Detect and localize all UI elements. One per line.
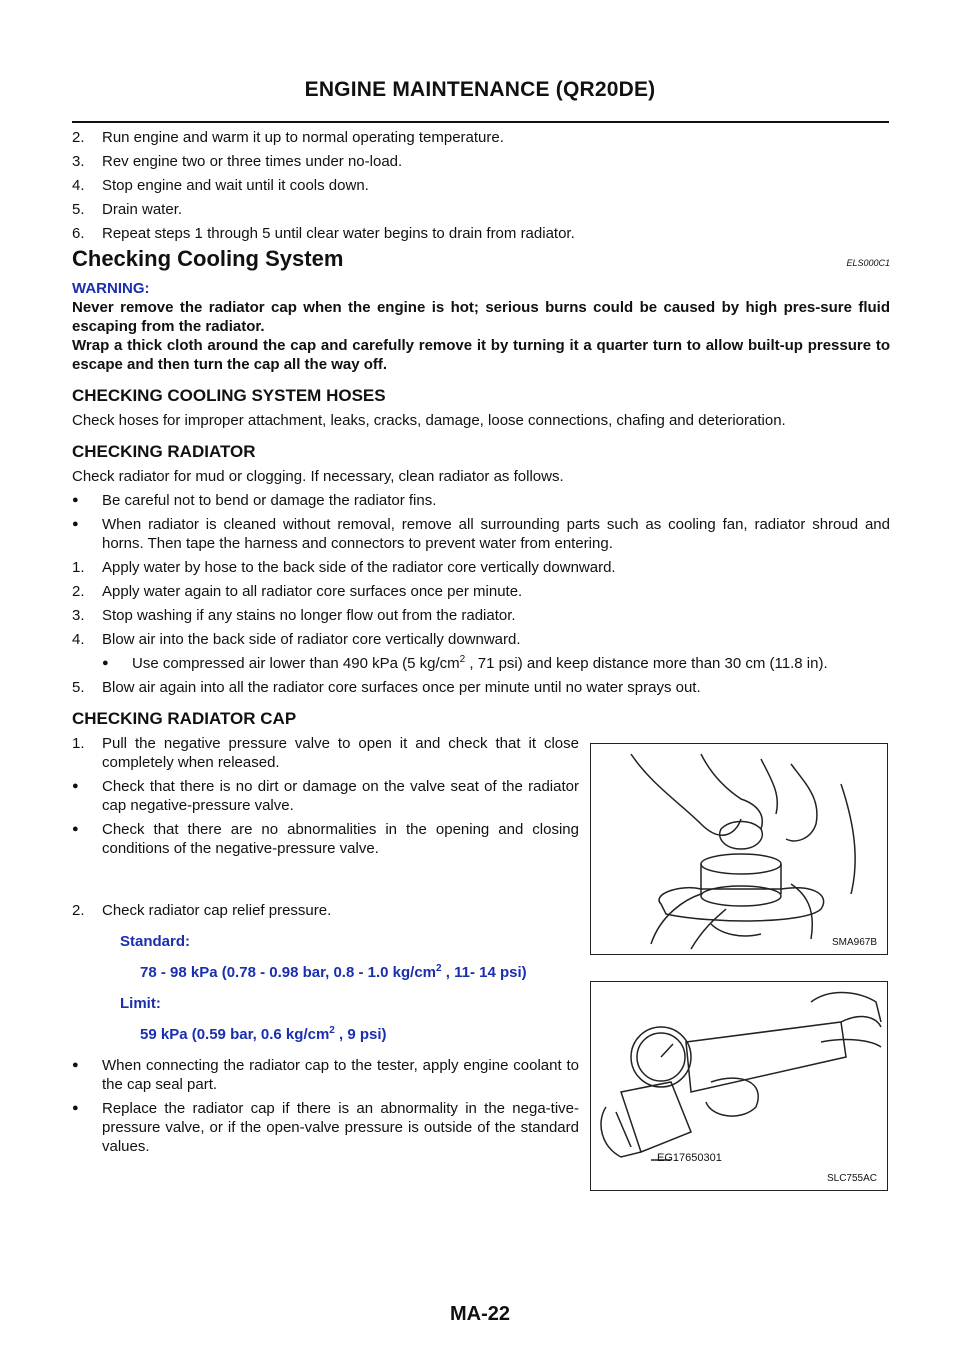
- step-text: Rev engine two or three times under no-load.: [102, 153, 403, 170]
- figure-cap-tester: [590, 981, 888, 1191]
- hoses-heading: CHECKING COOLING SYSTEM HOSES: [72, 386, 386, 405]
- cap-step-2: [72, 901, 579, 920]
- step-number: 6.: [72, 225, 85, 242]
- bullet-text: Check that there are no abnormalities in the opening and closing conditions of the negative-pressure valve.: [102, 821, 579, 857]
- hoses-text: Check hoses for improper attachment, leaks, cracks, damage, loose connections, chafing and deterioration.: [72, 412, 786, 429]
- page-title: ENGINE MAINTENANCE (QR20DE): [304, 78, 656, 101]
- bullet-item: [72, 491, 890, 510]
- figure-2-label: SLC755AC: [826, 1173, 877, 1184]
- page-number: MA-22: [449, 1303, 510, 1325]
- radiator-heading: CHECKING RADIATOR: [72, 442, 256, 461]
- step-number: 3.: [72, 153, 85, 170]
- header-rule: [72, 121, 889, 123]
- section-title: Checking Cooling System: [72, 246, 344, 271]
- bullet-item: [72, 515, 890, 553]
- step-text: Stop washing if any stains no longer flow out from the radiator.: [102, 607, 516, 624]
- cap-left-column: [72, 734, 579, 1156]
- standard-label: Standard:: [120, 933, 191, 950]
- radiator-cap-illustration: [591, 744, 887, 954]
- numbered-step: [72, 176, 890, 195]
- bullet-icon: ●: [72, 1059, 79, 1071]
- bullet-icon: ●: [72, 518, 79, 530]
- step-text: Apply water again to all radiator core surfaces once per minute.: [102, 583, 523, 600]
- numbered-step: [72, 558, 890, 577]
- radiator-intro: Check radiator for mud or clogging. If necessary, clean radiator as follows.: [72, 468, 564, 485]
- step-number: 4.: [72, 177, 85, 194]
- bullet-text: When connecting the radiator cap to the tester, apply engine coolant to the cap seal part.: [102, 1057, 579, 1093]
- bullet-item: [72, 1056, 579, 1094]
- radiator-bullets: [72, 491, 890, 553]
- step-text: Check radiator cap relief pressure.: [102, 902, 332, 919]
- cap-bullets-1: [72, 777, 579, 858]
- step-text: Drain water.: [102, 201, 183, 218]
- section-heading: [72, 246, 890, 273]
- limit-sup: 2: [329, 1025, 335, 1036]
- numbered-step: [72, 128, 890, 147]
- bullet-item: [72, 777, 579, 815]
- limit-value: [140, 1025, 579, 1044]
- air-note-a: Use compressed air lower than 490 kPa (5 kg/cm: [132, 655, 460, 672]
- radiator-step-5: [72, 678, 890, 697]
- step-number: 2.: [72, 583, 85, 600]
- step-text: Repeat steps 1 through 5 until clear water begins to drain from radiator.: [102, 225, 575, 242]
- limit-label: Limit:: [120, 995, 161, 1012]
- step-number: 3.: [72, 607, 85, 624]
- standard-value-b: , 11- 14 psi): [441, 964, 527, 981]
- bullet-icon: ●: [102, 657, 109, 669]
- cap-tester-illustration: [591, 982, 887, 1190]
- numbered-step: [72, 630, 890, 649]
- radiator-steps: [72, 558, 890, 649]
- step-text: Pull the negative pressure valve to open it and check that it close completely when released.: [102, 735, 579, 771]
- cap-heading: CHECKING RADIATOR CAP: [72, 709, 297, 728]
- standard-value: [140, 963, 579, 982]
- step-number: 1.: [72, 735, 85, 752]
- bullet-icon: ●: [72, 823, 79, 835]
- cap-step-1: [72, 734, 579, 772]
- bullet-text: Replace the radiator cap if there is an abnormality in the nega-tive-pressure valve, or if the open-valve pressure is outside of the standard values.: [102, 1100, 579, 1155]
- figure-1-label: SMA967B: [831, 937, 877, 948]
- numbered-step: [72, 200, 890, 219]
- bullet-icon: ●: [72, 1102, 79, 1114]
- compressed-air-note: [72, 654, 890, 673]
- section-code: ELS000C1: [846, 258, 890, 268]
- step-number: 2.: [72, 129, 85, 146]
- step-number: 5.: [72, 679, 85, 696]
- warning-line-2: Wrap a thick cloth around the cap and carefully remove it by turning it a quarter turn to allow built-up pressure to escape and then turn the cap all the way off.: [72, 337, 890, 373]
- numbered-step: [72, 152, 890, 171]
- step-text: Blow air into the back side of radiator core vertically downward.: [102, 631, 521, 648]
- bullet-text: Be careful not to bend or damage the radiator fins.: [102, 492, 437, 509]
- standard-sup: 2: [436, 963, 442, 974]
- numbered-step: [72, 582, 890, 601]
- limit-value-b: , 9 psi): [334, 1026, 387, 1043]
- step-number: 2.: [72, 902, 85, 919]
- step-number: 1.: [72, 559, 85, 576]
- bullet-item: [72, 820, 579, 858]
- figure-radiator-cap: [590, 743, 888, 955]
- tester-part-number: EG17650301: [657, 1152, 722, 1164]
- step-text: Blow air again into all the radiator core surfaces once per minute until no water sprays out.: [102, 679, 701, 696]
- air-note-sup: 2: [459, 654, 466, 665]
- bullet-icon: ●: [72, 780, 79, 792]
- air-note-b: , 71 psi) and keep distance more than 30 cm (11.8 in).: [465, 655, 828, 672]
- intro-steps: [72, 128, 890, 243]
- bullet-text: When radiator is cleaned without removal, remove all surrounding parts such as cooling fan, radiator shroud and horns. Then tape the harness and connectors to prevent water from entering.: [102, 516, 890, 552]
- step-number: 4.: [72, 631, 85, 648]
- standard-value-a: 78 - 98 kPa (0.78 - 0.98 bar, 0.8 - 1.0 kg/cm: [140, 964, 437, 981]
- step-number: 5.: [72, 201, 85, 218]
- step-text: Apply water by hose to the back side of the radiator core vertically downward.: [102, 559, 616, 576]
- bullet-icon: ●: [72, 494, 79, 506]
- cap-bullets-2: [72, 1056, 579, 1156]
- step-text: Stop engine and wait until it cools down.: [102, 177, 369, 194]
- warning-label: WARNING:: [72, 280, 150, 297]
- step-text: Run engine and warm it up to normal operating temperature.: [102, 129, 504, 146]
- limit-value-a: 59 kPa (0.59 bar, 0.6 kg/cm: [140, 1026, 330, 1043]
- bullet-text: Check that there is no dirt or damage on the valve seat of the radiator cap negative-pressure valve.: [102, 778, 579, 814]
- warning-line-1: Never remove the radiator cap when the engine is hot; serious burns could be caused by high pres-sure fluid escaping from the radiator.: [72, 299, 890, 335]
- bullet-item: [72, 1099, 579, 1156]
- numbered-step: [72, 606, 890, 625]
- numbered-step: [72, 224, 890, 243]
